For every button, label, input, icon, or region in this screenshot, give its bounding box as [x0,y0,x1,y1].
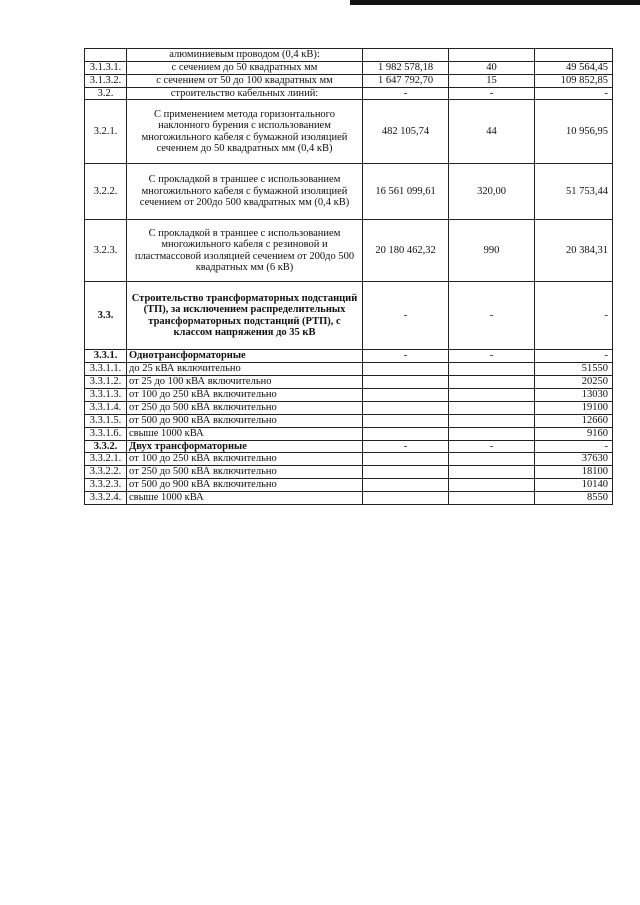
row-rate: 19100 [535,401,613,414]
row-cost: 1 647 792,70 [363,74,449,87]
row-number: 3.2.3. [85,220,127,282]
table-row [85,440,613,453]
row-quantity: 44 [449,100,535,164]
row-quantity: 990 [449,220,535,282]
table-row [85,388,613,401]
row-cost: - [363,350,449,363]
row-number: 3.2.2. [85,164,127,220]
row-cost [363,492,449,505]
table-row [85,375,613,388]
row-description: от 25 до 100 кВА включительно [127,375,363,388]
row-number: 3.1.3.2. [85,74,127,87]
row-description: от 100 до 250 кВА включительно [127,453,363,466]
row-description: от 250 до 500 кВА включительно [127,466,363,479]
row-rate: - [535,282,613,350]
row-quantity: - [449,87,535,100]
row-description: от 250 до 500 кВА включительно [127,401,363,414]
row-rate: 12660 [535,414,613,427]
row-cost: - [363,282,449,350]
row-quantity [449,427,535,440]
row-cost [363,466,449,479]
row-cost: - [363,440,449,453]
row-description: С применением метода горизонтального наклонного бурения с использованием многожильного кабеля с бумажной изоляцией сечением до 50 квадратных мм (0,4 кВ) [127,100,363,164]
row-quantity [449,414,535,427]
row-number: 3.3.2.2. [85,466,127,479]
row-description: с сечением до 50 квадратных мм [127,61,363,74]
row-number: 3.3.1.2. [85,375,127,388]
row-description: С прокладкой в траншее с использованием многожильного кабеля с резиновой и пластмассовой изоляцией сечением от 200до 500 квадратных мм (6 кВ) [127,220,363,282]
row-cost [363,453,449,466]
row-description: строительство кабельных линий: [127,87,363,100]
row-rate [535,49,613,62]
table-row [85,282,613,350]
table-row [85,401,613,414]
table-row [85,164,613,220]
table-row [85,61,613,74]
row-rate: 20250 [535,375,613,388]
row-number: 3.3.2.4. [85,492,127,505]
row-cost: 16 561 099,61 [363,164,449,220]
row-description: свыше 1000 кВА [127,427,363,440]
row-cost [363,414,449,427]
row-quantity [449,362,535,375]
row-number: 3.1.3.1. [85,61,127,74]
row-cost [363,401,449,414]
row-cost [363,375,449,388]
row-cost: 482 105,74 [363,100,449,164]
row-description: от 500 до 900 кВА включительно [127,479,363,492]
row-number [85,49,127,62]
table-row [85,453,613,466]
row-description: до 25 кВА включительно [127,362,363,375]
row-quantity: - [449,282,535,350]
row-quantity: 320,00 [449,164,535,220]
row-rate: 49 564,45 [535,61,613,74]
row-rate: 18100 [535,466,613,479]
row-number: 3.3.1.4. [85,401,127,414]
row-description: с сечением от 50 до 100 квадратных мм [127,74,363,87]
table-row [85,427,613,440]
row-rate: 9160 [535,427,613,440]
row-rate: 51550 [535,362,613,375]
row-rate: 20 384,31 [535,220,613,282]
row-number: 3.3.1. [85,350,127,363]
row-cost [363,362,449,375]
table-row [85,74,613,87]
row-rate: 37630 [535,453,613,466]
row-number: 3.2.1. [85,100,127,164]
row-cost [363,479,449,492]
row-cost [363,49,449,62]
table-row [85,479,613,492]
row-rate: - [535,87,613,100]
table-row [85,492,613,505]
row-quantity [449,453,535,466]
row-quantity [449,401,535,414]
row-rate: 10140 [535,479,613,492]
row-rate: 10 956,95 [535,100,613,164]
row-cost [363,388,449,401]
row-number: 3.3.2. [85,440,127,453]
table-row [85,49,613,62]
tariff-table [84,48,613,505]
row-cost [363,427,449,440]
row-cost: 1 982 578,18 [363,61,449,74]
row-quantity [449,49,535,62]
row-description: алюминиевым проводом (0,4 кВ): [127,49,363,62]
row-description: Двух трансформаторные [127,440,363,453]
row-description: свыше 1000 кВА [127,492,363,505]
top-border-line [350,0,640,5]
row-number: 3.2. [85,87,127,100]
row-quantity [449,479,535,492]
row-number: 3.3.1.3. [85,388,127,401]
row-cost: - [363,87,449,100]
row-quantity: 15 [449,74,535,87]
row-quantity [449,492,535,505]
row-quantity [449,388,535,401]
row-description: Однотрансформаторные [127,350,363,363]
row-rate: 13030 [535,388,613,401]
table-row [85,466,613,479]
row-number: 3.3.2.3. [85,479,127,492]
table-row [85,220,613,282]
row-rate: 8550 [535,492,613,505]
table-row [85,87,613,100]
row-number: 3.3.1.6. [85,427,127,440]
table-row [85,350,613,363]
row-quantity: - [449,350,535,363]
row-quantity: 40 [449,61,535,74]
row-rate: 109 852,85 [535,74,613,87]
table-row [85,362,613,375]
row-number: 3.3.2.1. [85,453,127,466]
row-cost: 20 180 462,32 [363,220,449,282]
row-rate: - [535,350,613,363]
row-number: 3.3. [85,282,127,350]
row-number: 3.3.1.1. [85,362,127,375]
row-quantity: - [449,440,535,453]
row-description: от 500 до 900 кВА включительно [127,414,363,427]
table-row [85,414,613,427]
row-description: С прокладкой в траншее с использованием многожильного кабеля с бумажной изоляцией сечением от 200до 500 квадратных мм (0,4 кВ) [127,164,363,220]
row-number: 3.3.1.5. [85,414,127,427]
row-rate: 51 753,44 [535,164,613,220]
row-rate: - [535,440,613,453]
table-row [85,100,613,164]
row-description: от 100 до 250 кВА включительно [127,388,363,401]
row-quantity [449,466,535,479]
row-quantity [449,375,535,388]
row-description: Строительство трансформаторных подстанций (ТП), за исключением распределительных трансформаторных подстанций (РТП), с классом напряжения до 35 кВ [127,282,363,350]
